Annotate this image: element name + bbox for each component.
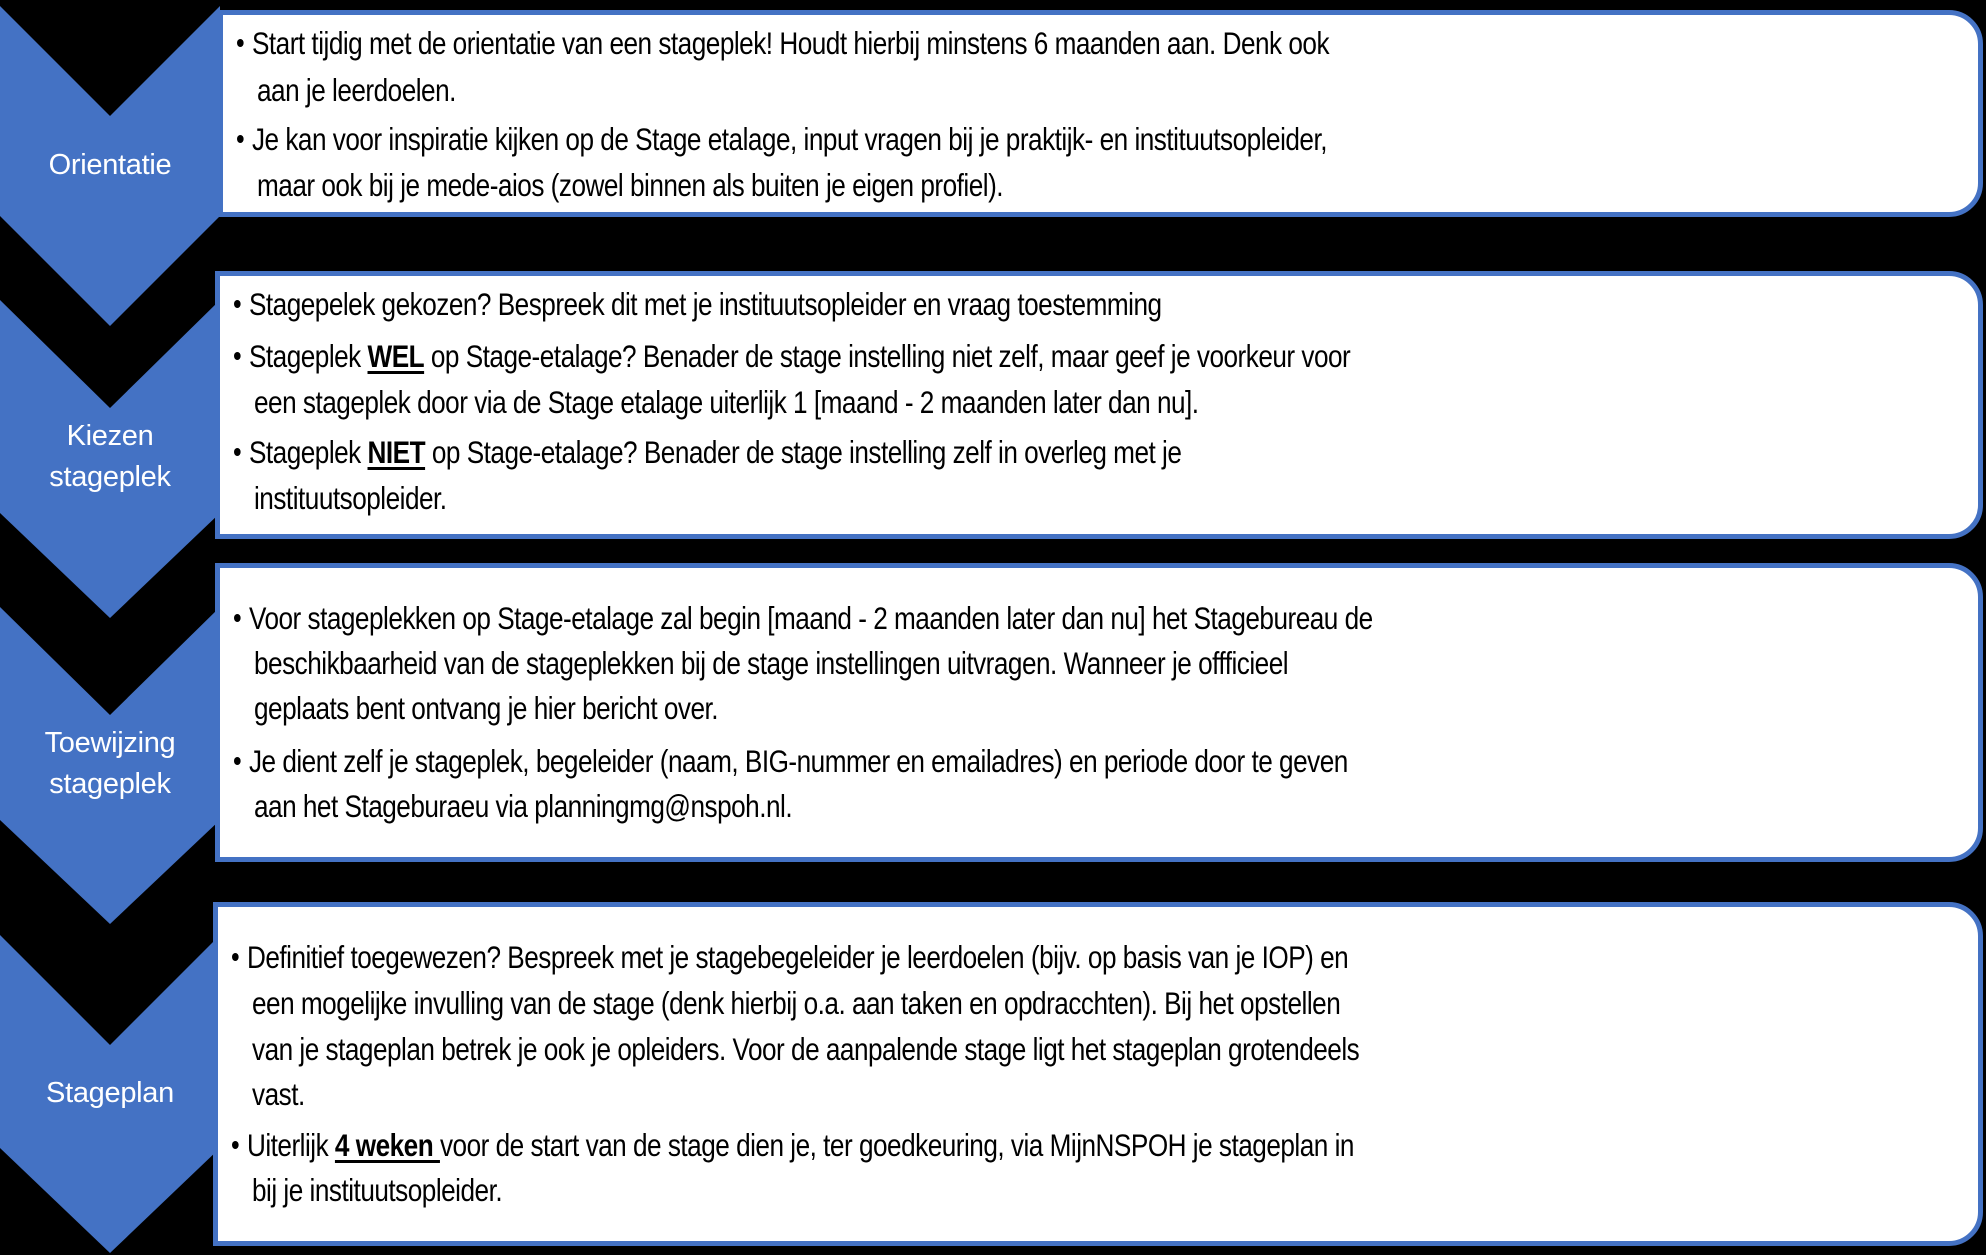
bullet-item: Start tijdig met de orientatie van een stageplek! Houdt hierbij minstens 6 maanden aan. Denk ook xyxy=(237,25,1329,62)
label-line: Kiezen xyxy=(66,420,154,452)
bullet-icon xyxy=(234,757,241,765)
step-label-stageplan xyxy=(0,1073,220,1114)
step-box-kiezen-stageplek xyxy=(215,271,1983,539)
bullet-icon xyxy=(234,352,241,360)
bullet-icon xyxy=(237,135,244,143)
step-box-toewijzing-stageplek xyxy=(215,563,1983,862)
step-box-stageplan xyxy=(213,902,1983,1246)
label-line: Toewijzing xyxy=(44,727,176,759)
step-box-orientatie xyxy=(218,10,1983,217)
bullet-continuation: beschikbaarheid van de stageplekken bij de stage instellingen uitvragen. Wanneer je offficieel xyxy=(254,645,1289,681)
bullet-continuation: instituutsopleider. xyxy=(254,480,447,516)
label-line: stageplek xyxy=(49,768,171,800)
step-label-toewijzing-stageplek xyxy=(0,723,220,805)
bullet-continuation: bij je instituutsopleider. xyxy=(252,1172,503,1208)
bullet-icon xyxy=(234,300,241,308)
bullet-continuation: geplaats bent ontvang je hier bericht over. xyxy=(254,690,719,726)
emphasis-4-weken: 4 weken xyxy=(334,1127,440,1163)
emphasis-niet: NIET xyxy=(367,434,426,470)
emphasis-wel: WEL xyxy=(367,338,425,374)
bullet-item: Stageplek WEL op Stage-etalage? Benader de stage instelling niet zelf, maar geef je voorkeur voor xyxy=(234,338,1350,375)
step-label-kiezen-stageplek xyxy=(0,416,220,498)
bullet-item: Uiterlijk 4 weken voor de start van de stage dien je, ter goedkeuring, via MijnNSPOH je stageplan in xyxy=(232,1127,1354,1164)
bullet-item: Definitief toegewezen? Bespreek met je stagebegeleider je leerdoelen (bijv. op basis van je IOP) en xyxy=(232,939,1348,976)
bullet-continuation: aan het Stageburaeu via planningmg@nspoh.nl. xyxy=(254,788,793,824)
step-label-orientatie xyxy=(0,145,220,186)
bullet-continuation: vast. xyxy=(252,1076,305,1112)
bullet-continuation: aan je leerdoelen. xyxy=(257,72,456,108)
bullet-item: Je dient zelf je stageplek, begeleider (naam, BIG-nummer en emailadres) en periode door te geven xyxy=(234,743,1348,780)
bullet-continuation: een mogelijke invulling van de stage (denk hierbij o.a. aan taken en opdracchten). Bij het opstellen xyxy=(252,985,1341,1021)
bullet-icon xyxy=(234,614,241,622)
bullet-icon xyxy=(232,953,239,961)
bullet-continuation: maar ook bij je mede-aios (zowel binnen als buiten je eigen profiel). xyxy=(257,167,1004,203)
bullet-continuation: van je stageplan betrek je ook je opleiders. Voor de aanpalende stage ligt het stageplan grotendeels xyxy=(252,1031,1360,1067)
label-line: Orientatie xyxy=(48,149,172,181)
label-line: stageplek xyxy=(49,461,171,493)
bullet-icon xyxy=(234,448,241,456)
bullet-item: Stageplek NIET op Stage-etalage? Benader de stage instelling zelf in overleg met je xyxy=(234,434,1181,471)
bullet-continuation: een stageplek door via de Stage etalage uiterlijk 1 [maand - 2 maanden later dan nu]. xyxy=(254,384,1199,420)
bullet-item: Je kan voor inspiratie kijken op de Stage etalage, input vragen bij je praktijk- en instituutsopleider, xyxy=(237,121,1327,158)
bullet-item: Stagepelek gekozen? Bespreek dit met je instituutsopleider en vraag toestemming xyxy=(234,286,1162,323)
bullet-icon xyxy=(232,1141,239,1149)
label-line: Stageplan xyxy=(46,1077,174,1109)
bullet-icon xyxy=(237,39,244,47)
bullet-item: Voor stageplekken op Stage-etalage zal begin [maand - 2 maanden later dan nu] het Stagebureau de xyxy=(234,600,1373,637)
